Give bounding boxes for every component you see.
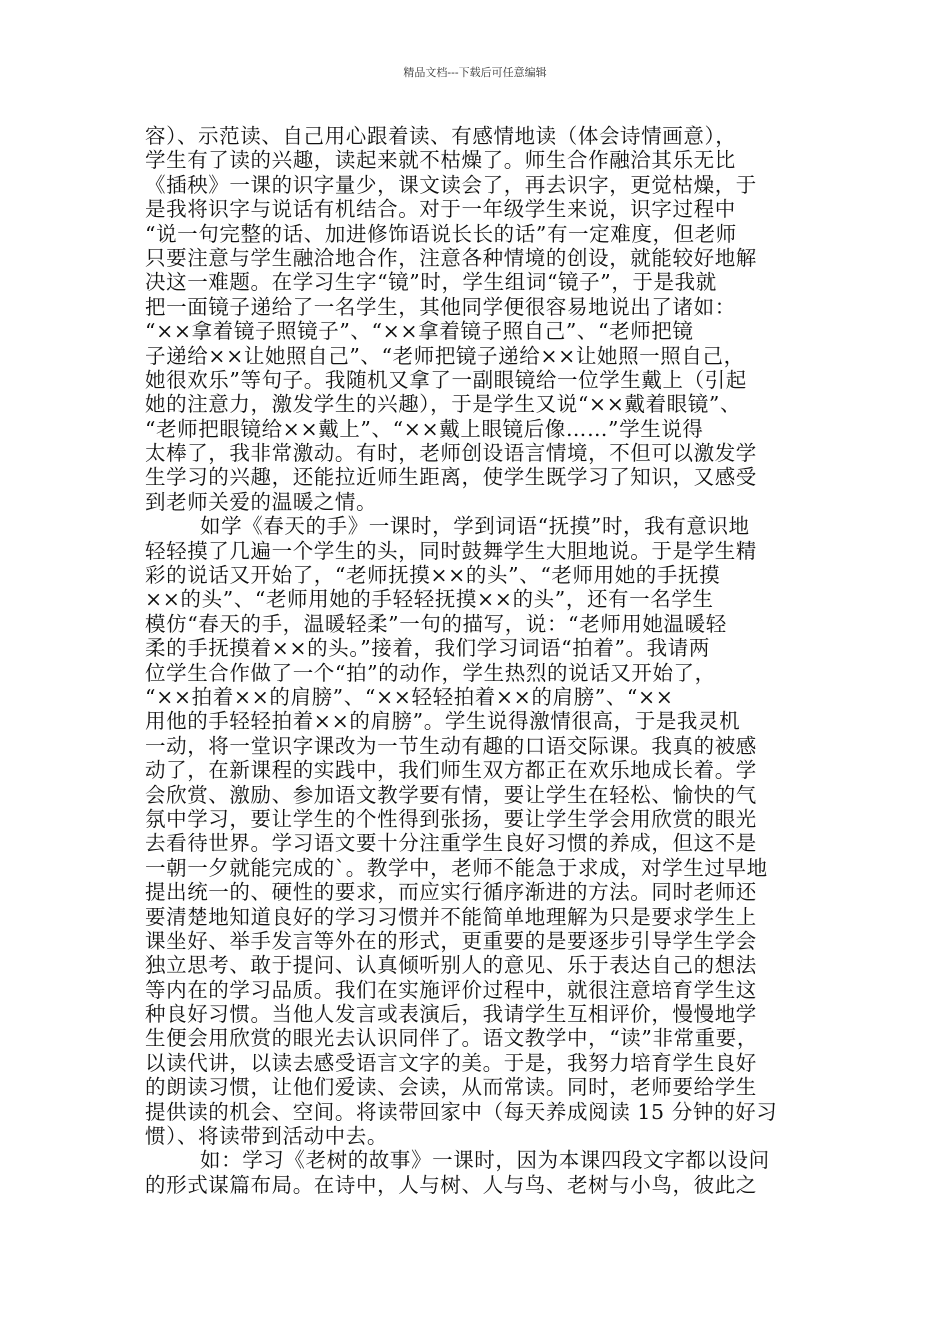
text-line: 的形式谋篇布局。在诗中，人与树、人与鸟、老树与小鸟，彼此之 [145, 1172, 757, 1197]
text-line: 如：学习《老树的故事》一课时，因为本课四段文字都以设问 [200, 1148, 770, 1173]
text-line: 太棒了，我非常激动。有时，老师创设语言情境，不但可以激发学 [145, 441, 757, 466]
text-line: 学生有了读的兴趣，读起来就不枯燥了。师生合作融洽其乐无比 [145, 148, 736, 173]
text-line: 如学《春天的手》一课时，学到词语“抚摸”时，我有意识地 [200, 514, 750, 539]
text-line: 提出统一的、硬性的要求，而应实行循序渐进的方法。同时老师还 [145, 880, 757, 905]
text-line: 一动，将一堂识字课改为一节生动有趣的口语交际课。我真的被感 [145, 733, 757, 758]
text-line: 用他的手轻轻拍着××的肩膀”。学生说得激情很高，于是我灵机 [145, 709, 741, 734]
text-line: 《插秧》一课的识字量少，课文读会了，再去识字，更觉枯燥，于 [145, 172, 757, 197]
text-line: 一朝一夕就能完成的`。教学中，老师不能急于求成，对学生过早地 [145, 855, 768, 880]
text-line: 等内在的学习品质。我们在实施评价过程中，就很注意培育学生这 [145, 977, 757, 1002]
text-line: 柔的手抚摸着××的头。”接着，我们学习词语“拍着”。我请两 [145, 636, 710, 661]
text-line: 彩的说话又开始了，“老师抚摸××的头”、“老师用她的手抚摸 [145, 563, 721, 588]
text-line: 子递给××让她照自己”、“老师把镜子递给××让她照一照自己， [145, 343, 745, 368]
text-line: 轻轻摸了几遍一个学生的头，同时鼓舞学生大胆地说。于是学生精 [145, 538, 757, 563]
text-line: 独立思考、敢于提问、认真倾听别人的意见、乐于表达自己的想法 [145, 953, 757, 978]
text-line: ××的头”、“老师用她的手轻轻抚摸××的头”，还有一名学生 [145, 587, 714, 612]
text-line: 动了，在新课程的实践中，我们师生双方都正在欢乐地成长着。学 [145, 758, 757, 783]
text-line: 课坐好、举手发言等外在的形式，更重要的是要逐步引导学生学会 [145, 928, 757, 953]
text-line: “老师把眼镜给××戴上”、“××戴上眼镜后像……”学生说得 [145, 416, 704, 441]
text-line: 是我将识字与说话有机结合。对于一年级学生来说，识字过程中 [145, 197, 736, 222]
text-line: 种良好习惯。当他人发言或表演后，我请学生互相评价，慢慢地学 [145, 1002, 757, 1027]
text-line: 氛中学习，要让学生的个性得到张扬，要让学生学会用欣赏的眼光 [145, 806, 757, 831]
text-line: 到老师关爱的温暖之情。 [145, 489, 378, 514]
text-line: “××拿着镜子照镜子”、“××拿着镜子照自己”、“老师把镜 [145, 319, 694, 344]
text-line: 以读代讲，以读去感受语言文字的美。于是，我努力培育学生良好 [145, 1050, 757, 1075]
text-line: 提供读的机会、空间。将读带回家中（每天养成阅读 15 分钟的好习 [145, 1099, 778, 1124]
text-line: 她很欢乐”等句子。我随机又拿了一副眼镜给一位学生戴上（引起 [145, 367, 747, 392]
text-line: 模仿“春天的手，温暖轻柔”一句的描写，说：“老师用她温暖轻 [145, 611, 727, 636]
text-line: 生便会用欣赏的眼光去认识同伴了。语文教学中，“读”非常重要， [145, 1026, 758, 1051]
text-line: 位学生合作做了一个“拍”的动作，学生热烈的说话又开始了， [145, 660, 716, 685]
text-line: 只要注意与学生融洽地合作，注意各种情境的创设，就能较好地解 [145, 245, 757, 270]
text-line: “××拍着××的肩膀”、“××轻轻拍着××的肩膀”、“×× [145, 684, 674, 709]
text-line: 她的注意力，激发学生的兴趣），于是学生又说“××戴着眼镜”、 [145, 392, 742, 417]
text-line: 把一面镜子递给了一名学生，其他同学便很容易地说出了诸如： [145, 294, 736, 319]
text-line: 惯）、将读带到活动中去。 [145, 1124, 388, 1149]
text-line: 的朗读习惯，让他们爱读、会读，从而常读。同时，老师要给学生 [145, 1075, 757, 1100]
text-line: 决这一难题。在学习生字“镜”时，学生组词“镜子”，于是我就 [145, 270, 717, 295]
text-line: 去看待世界。学习语文要十分注重学生良好习惯的养成，但这不是 [145, 831, 757, 856]
page-header: 精品文档---下载后可任意编辑 [403, 66, 547, 79]
text-line: 要清楚地知道良好的学习习惯并不能简单地理解为只是要求学生上 [145, 904, 757, 929]
text-line: 容）、示范读、自己用心跟着读、有感情地读（体会诗情画意）， [145, 124, 737, 148]
document-body [145, 124, 815, 1197]
text-line: “说一句完整的话、加进修饰语说长长的话”有一定难度，但老师 [145, 221, 737, 246]
text-line: 生学习的兴趣，还能拉近师生距离，使学生既学习了知识，又感受 [145, 465, 757, 490]
text-line: 会欣赏、激励、参加语文教学要有情，要让学生在轻松、愉快的气 [145, 782, 757, 807]
